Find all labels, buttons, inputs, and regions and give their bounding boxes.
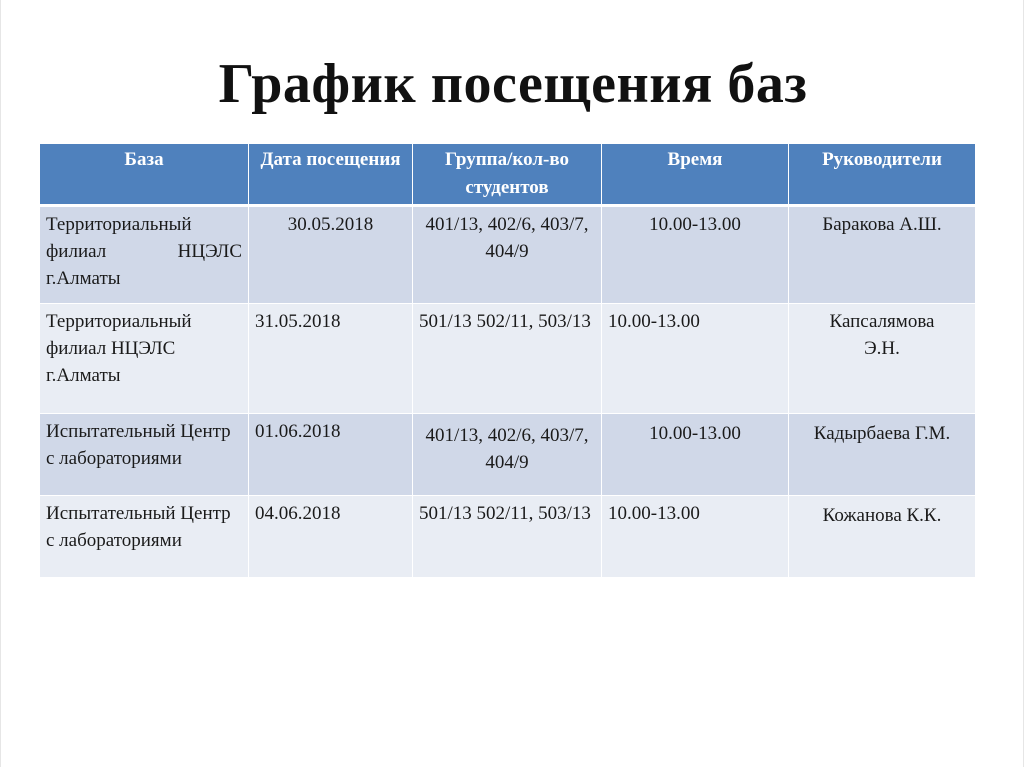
table-body <box>40 206 976 578</box>
header-base: База <box>40 144 249 206</box>
cell-group: 401/13, 402/6, 403/7, 404/9 <box>413 414 602 496</box>
cell-time: 10.00-13.00 <box>602 304 789 414</box>
cell-date: 30.05.2018 <box>249 206 413 304</box>
cell-base: Испытательный Центр с лабораториями <box>40 496 249 578</box>
cell-leader: Капсалямова Э.Н. <box>789 304 976 414</box>
cell-base: Территориальный филиал НЦЭЛС г.Алматы <box>40 206 249 304</box>
cell-leader: Кадырбаева Г.М. <box>789 414 976 496</box>
cell-time: 10.00-13.00 <box>602 496 789 578</box>
header-leaders: Руководители <box>789 144 976 206</box>
cell-date: 31.05.2018 <box>249 304 413 414</box>
cell-group: 501/13 502/11, 503/13 <box>413 496 602 578</box>
header-group: Группа/кол-во студентов <box>413 144 602 206</box>
schedule-table <box>39 143 976 578</box>
header-time: Время <box>602 144 789 206</box>
cell-date: 01.06.2018 <box>249 414 413 496</box>
table-row <box>40 304 976 414</box>
table-row <box>40 496 976 578</box>
table-row <box>40 414 976 496</box>
header-date: Дата посещения <box>249 144 413 206</box>
cell-time: 10.00-13.00 <box>602 206 789 304</box>
header-row <box>40 144 976 206</box>
cell-base: Испытательный Центр с лабораториями <box>40 414 249 496</box>
cell-leader: Кожанова К.К. <box>789 496 976 578</box>
slide-title: График посещения баз <box>218 53 808 115</box>
cell-time: 10.00-13.00 <box>602 414 789 496</box>
table-row <box>40 206 976 304</box>
cell-group: 501/13 502/11, 503/13 <box>413 304 602 414</box>
cell-group: 401/13, 402/6, 403/7, 404/9 <box>413 206 602 304</box>
cell-base: Территориальный филиал НЦЭЛС г.Алматы <box>40 304 249 414</box>
cell-date: 04.06.2018 <box>249 496 413 578</box>
cell-leader: Баракова А.Ш. <box>789 206 976 304</box>
table-header <box>40 144 976 206</box>
